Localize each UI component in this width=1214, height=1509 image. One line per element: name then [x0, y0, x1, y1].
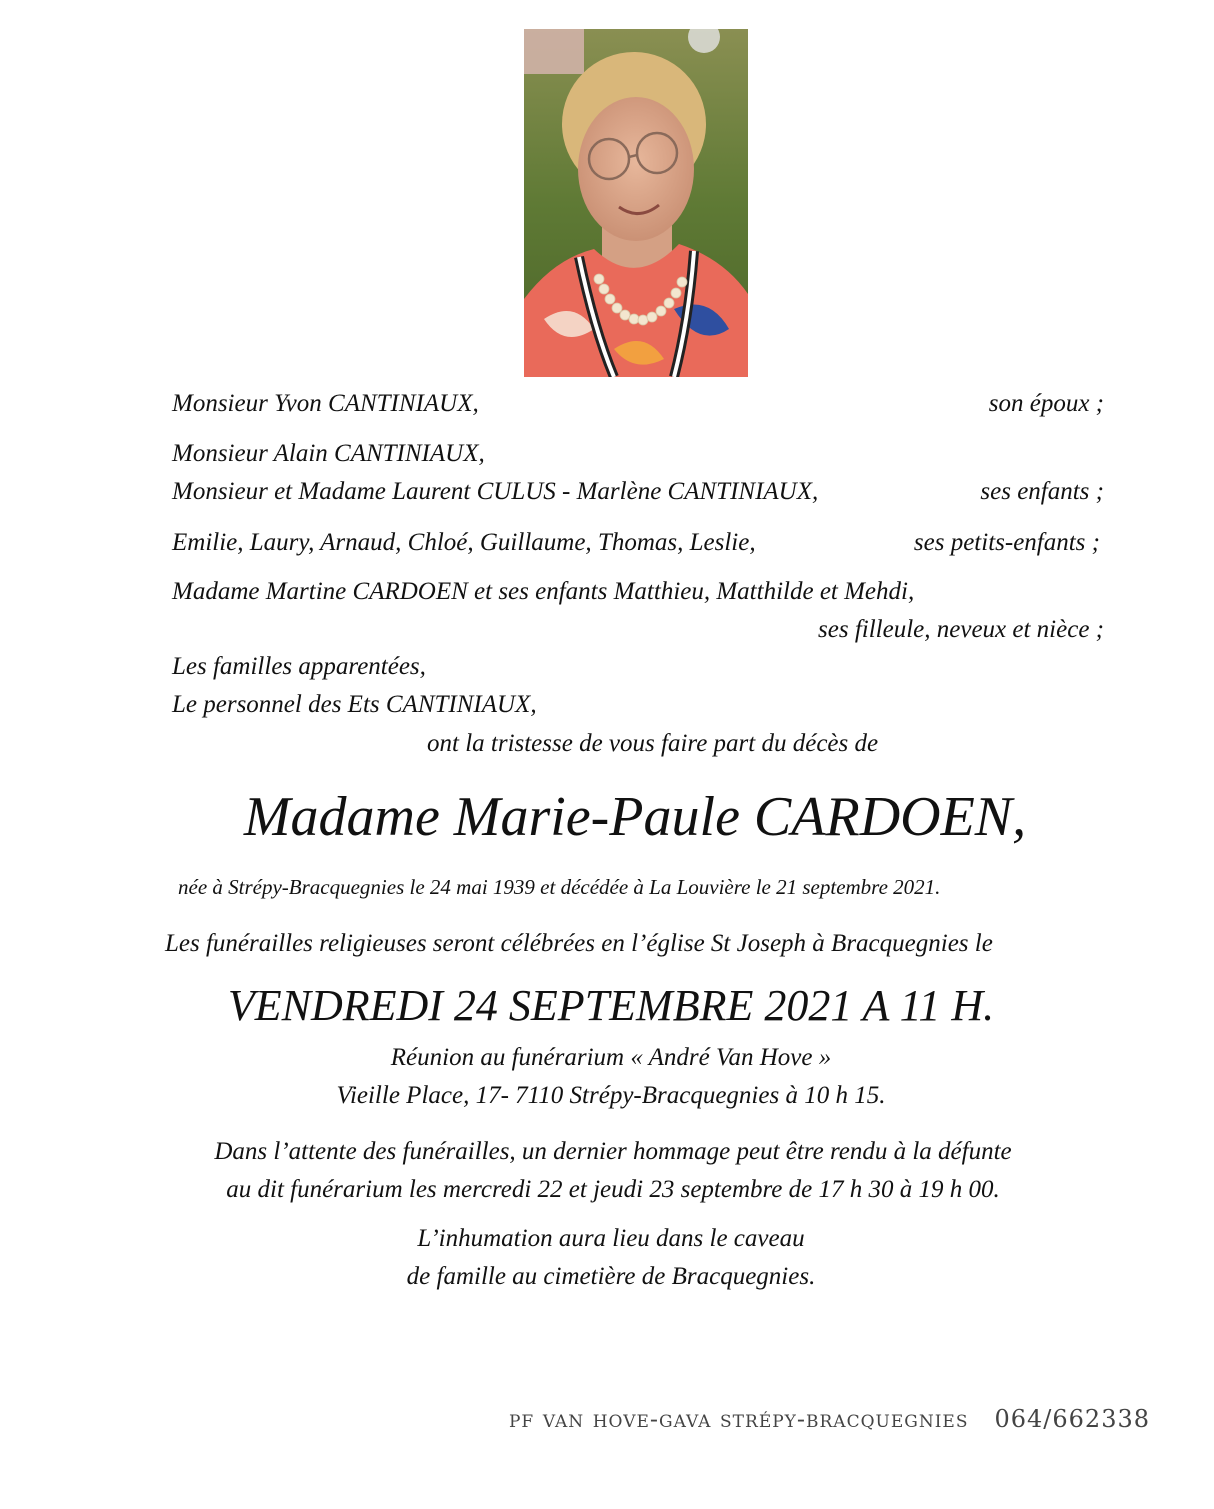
homage-block [0, 1133, 1214, 1209]
portrait-photo [524, 29, 748, 377]
child-line-2: Monsieur et Madame Laurent CULUS - Marlène CANTINIAUX, [172, 478, 819, 505]
spouse-relation: son époux ; [988, 390, 1104, 417]
burial-line-1: L’inhumation aura lieu dans le caveau [417, 1225, 805, 1252]
burial-line-2: de famille au cimetière de Bracquegnies. [406, 1263, 816, 1290]
homage-line-1: Dans l’attente des funérailles, un dernier hommage peut être rendu à la défunte [214, 1138, 1012, 1165]
related-families: Les familles apparentées, [172, 653, 426, 680]
niece-relation: ses filleule, neveux et nièce ; [818, 616, 1104, 643]
portrait-illustration [524, 29, 748, 377]
company-staff: Le personnel des Ets CANTINIAUX, [172, 691, 537, 718]
homage-line-2: au dit funérarium les mercredi 22 et jeudi 23 septembre de 17 h 30 à 19 h 00. [226, 1176, 1000, 1203]
funeral-home-footer [509, 1405, 1150, 1433]
meeting-block [0, 1039, 1214, 1115]
announcement-text: ont la tristesse de vous faire part du décès de [427, 730, 879, 757]
meeting-line-1: Réunion au funérarium « André Van Hove » [390, 1044, 832, 1071]
spouse-name: Monsieur Yvon CANTINIAUX, [172, 390, 479, 417]
meeting-line-2: Vieille Place, 17- 7110 Strépy-Bracquegnies à 10 h 15. [336, 1082, 886, 1109]
niece-names: Madame Martine CARDOEN et ses enfants Matthieu, Matthilde et Mehdi, [172, 578, 915, 605]
grandchildren-names: Emilie, Laury, Arnaud, Chloé, Guillaume, Thomas, Leslie, [172, 529, 756, 556]
funeral-home-phone: 064/662338 [994, 1405, 1150, 1433]
child-line-1: Monsieur Alain CANTINIAUX, [172, 440, 485, 467]
deceased-name: Madame Marie-Paule CARDOEN, [243, 786, 1027, 848]
church-line: Les funérailles religieuses seront célébrées en l’église St Joseph à Bracquegnies le [165, 930, 993, 957]
children-relation: ses enfants ; [980, 478, 1104, 505]
funeral-date: VENDREDI 24 SEPTEMBRE 2021 A 11 H. [227, 981, 995, 1030]
birth-death-line: née à Strépy-Bracquegnies le 24 mai 1939 et décédée à La Louvière le 21 septembre 2021. [178, 875, 941, 899]
grandchildren-relation: ses petits-enfants ; [913, 529, 1100, 556]
funeral-home-name: pf van hove-gava strépy-bracquegnies [508, 1405, 969, 1433]
burial-block [0, 1220, 1214, 1296]
